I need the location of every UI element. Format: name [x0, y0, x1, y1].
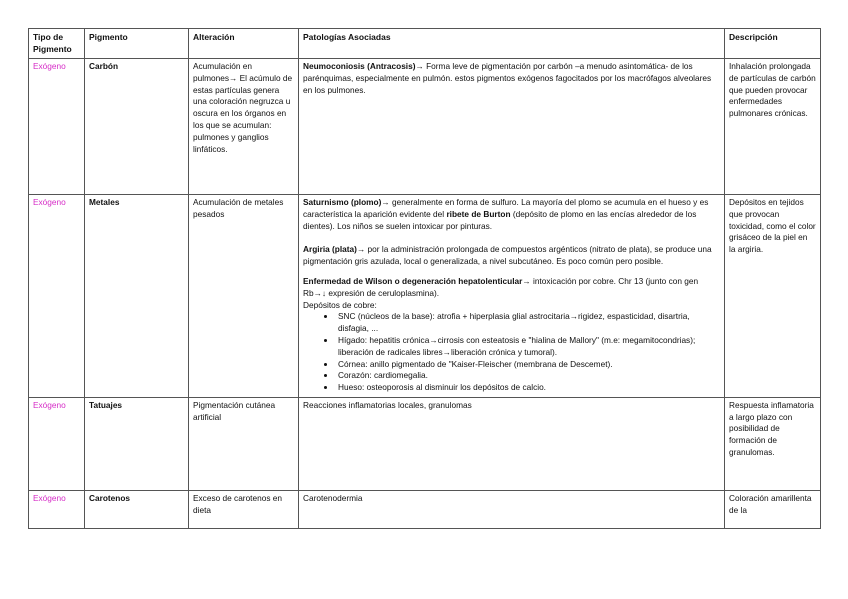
pigment-table [28, 28, 821, 529]
argiria-paragraph [303, 244, 720, 268]
row-alteration: Exceso de carotenos en dieta [189, 490, 299, 528]
table-row [29, 490, 821, 528]
row-description: Respuesta inflamatoria a largo plazo con posibilidad de formación de granulomas. [725, 397, 821, 490]
row-alteration: Acumulación de metales pesados [189, 195, 299, 398]
row-alteration: Acumulación en pulmones→ El acúmulo de estas partículas genera una coloración negruzca u oscura en los órganos en los que se acumulan: pulmones y ganglios linfáticos. [189, 59, 299, 195]
row-pathology [299, 59, 725, 195]
header-descripcion: Descripción [725, 29, 821, 59]
row-pathology: Carotenodermia [299, 490, 725, 528]
wilson-text: intoxicación por cobre. Chr 13 (junto con gen Rb→↓ expresión de ceruloplasmina). [303, 276, 699, 298]
saturnismo-text: → generalmente en forma de sulfuro. La mayoría del plomo se acumula en el hueso y es característica la aparición evidente del [303, 197, 709, 219]
list-item: • Hueso: osteoporosis al disminuir los depósitos de calcio. [336, 382, 720, 394]
list-item: • Córnea: anillo pigmentado de "Kaiser-Fleischer (membrana de Descemet). [336, 359, 720, 371]
saturnismo-text-2: (depósito de plomo en las encías alrededor de los dientes). Los niños se suelen intoxicar por pinturas. [303, 208, 697, 231]
row-type: Exógeno [29, 397, 85, 490]
wilson-paragraph [303, 276, 720, 300]
header-patologias: Patologías Asociadas [299, 29, 725, 59]
row-pigment: Metales [85, 195, 189, 398]
argiria-text: por la administración prolongada de compuestos argénticos (nitrato de plata), se produce una pigmentación gris azulada, local o generalizada, a nivel subcutáneo. Es poco común pero posible. [303, 244, 712, 267]
row-pigment: Carotenos [85, 490, 189, 528]
row-alteration: Pigmentación cutánea artificial [189, 397, 299, 490]
saturnismo-title: Saturnismo (plomo) [303, 197, 382, 208]
row-pigment: Tatuajes [85, 397, 189, 490]
argiria-title: Argiria (plata)→ [303, 244, 366, 255]
table-header-row [29, 29, 821, 59]
header-alteracion: Alteración [189, 29, 299, 59]
row-pathology: Reacciones inflamatorias locales, granulomas [299, 397, 725, 490]
saturnismo-paragraph [303, 197, 720, 232]
table-row [29, 397, 821, 490]
header-pigmento: Pigmento [85, 29, 189, 59]
ribete-term: ribete de Burton [446, 208, 511, 219]
pathology-text: Forma leve de pigmentación por carbón –a menudo asintomática- de los parénquimas, especialmente en pulmón. estos pigmentos exógenos fagocitados por los macrófagos alveolares en los pulmones. [303, 61, 712, 95]
row-type: Exógeno [29, 490, 85, 528]
deposits-title: Depósitos de cobre: [303, 299, 377, 310]
list-item: • Hígado: hepatitis crónica→cirrosis con esteatosis e "hialina de Mallory" (m.e: megamitocondrias); liberación de radicales libres→liberación crónica y tumoral). [336, 335, 720, 359]
list-item: • Corazón: cardiomegalia. [336, 370, 720, 382]
row-pigment: Carbón [85, 59, 189, 195]
row-type: Exógeno [29, 195, 85, 398]
row-description: Inhalación prolongada de partículas de carbón que pueden provocar enfermedades pulmonares crónicas. [725, 59, 821, 195]
pathology-title: Neumoconiosis (Antracosis)→ [303, 61, 424, 72]
row-description: Coloración amarillenta de la [725, 490, 821, 528]
deposits-list [303, 311, 720, 393]
wilson-title: Enfermedad de Wilson o degeneración hepatolenticular→ [303, 276, 531, 287]
row-pathology [299, 195, 725, 398]
table-row [29, 195, 821, 398]
table-row [29, 59, 821, 195]
row-description: Depósitos en tejidos que provocan toxicidad, como el color grisáceo de la piel en la argiria. [725, 195, 821, 398]
row-type: Exógeno [29, 59, 85, 195]
list-item: • SNC (núcleos de la base): atrofia + hiperplasia glial astrocitaria→rigidez, espasticidad, disartria, disfagia, ... [336, 311, 720, 335]
header-tipo: Tipo de Pigmento [29, 29, 85, 59]
